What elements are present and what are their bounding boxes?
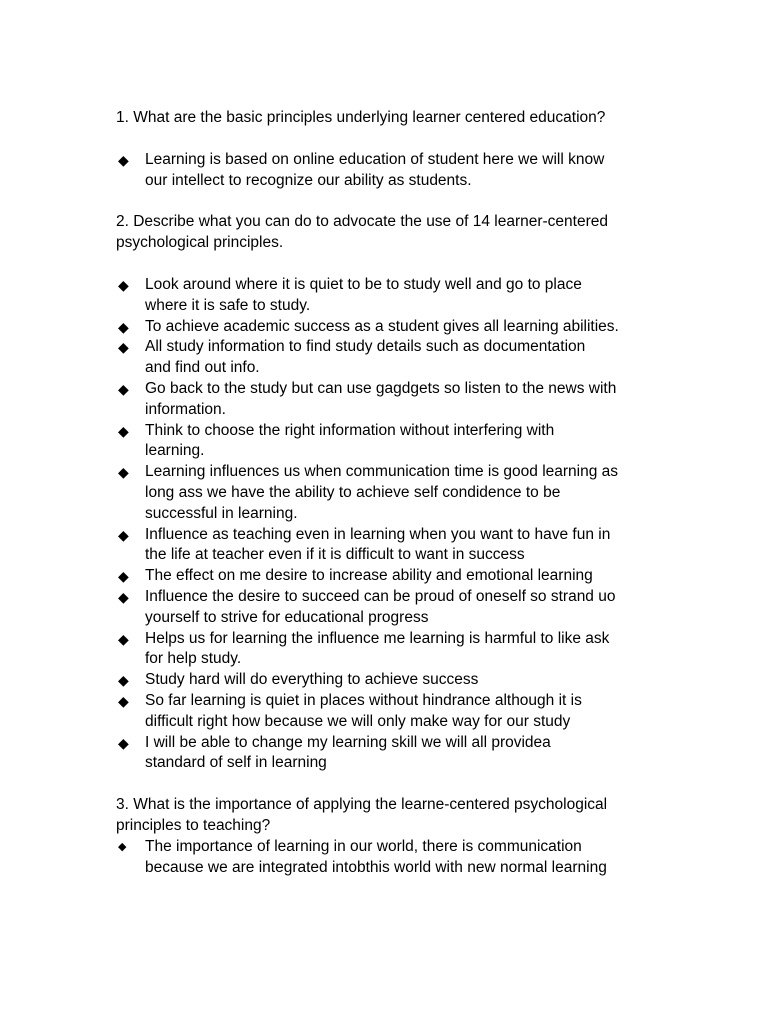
document-content — [116, 108, 676, 878]
list-item-line: learning. — [145, 442, 205, 460]
diamond-bullet-icon: ◆ — [118, 464, 129, 481]
list-item-line: To achieve academic success as a student gives all learning abilities. — [145, 317, 619, 335]
list-item — [116, 837, 676, 879]
diamond-bullet-icon: ◆ — [118, 339, 129, 356]
list-item — [116, 379, 676, 421]
list-item — [116, 317, 676, 338]
question-1: 1. What are the basic principles underlying learner centered education? — [116, 109, 606, 126]
diamond-bullet-icon: ◆ — [118, 692, 129, 709]
list-item-line: standard of self in learning — [145, 754, 327, 772]
list-item-line: yourself to strive for educational progress — [145, 608, 429, 626]
list-item — [116, 525, 676, 567]
question-3 — [116, 795, 676, 837]
diamond-bullet-icon: ◆ — [118, 568, 129, 585]
list-item-line: I will be able to change my learning skill we will all providea — [145, 733, 551, 751]
list-item — [116, 629, 676, 671]
list-item-line: and find out info. — [145, 359, 260, 377]
list-item-line: The importance of learning in our world, there is communication — [145, 837, 582, 855]
list-item — [116, 421, 676, 463]
list-item-line: Look around where it is quiet to be to study well and go to place — [145, 275, 582, 293]
diamond-bullet-icon: ◆ — [118, 380, 129, 397]
list-item-line: the life at teacher even if it is difficult to want in success — [145, 546, 525, 564]
list-item — [116, 462, 676, 524]
list-item-line: Learning influences us when communication time is good learning as — [145, 463, 619, 481]
list-item — [116, 337, 676, 379]
list-item-line: information. — [145, 400, 226, 418]
answer-list-3 — [116, 837, 676, 879]
diamond-bullet-icon: ◆ — [118, 318, 129, 335]
spacer — [116, 774, 676, 795]
list-item-line: Helps us for learning the influence me learning is harmful to like ask — [145, 629, 610, 647]
diamond-bullet-icon: ◆ — [118, 672, 129, 689]
spacer — [116, 191, 676, 212]
diamond-bullet-icon: ◆ — [118, 422, 129, 439]
list-item-line: So far learning is quiet in places without hindrance although it is — [145, 691, 582, 709]
diamond-bullet-icon: ◆ — [118, 276, 129, 293]
list-item-line: long ass we have the ability to achieve self condidence to be — [145, 483, 561, 501]
list-item — [116, 566, 676, 587]
list-item-line: The effect on me desire to increase ability and emotional learning — [145, 567, 593, 585]
diamond-bullet-icon: ◆ — [118, 588, 129, 605]
list-item-line: because we are integrated intobthis world with new normal learning — [145, 858, 607, 876]
list-item-line: Go back to the study but can use gagdgets so listen to the news with — [145, 379, 617, 397]
spacer — [116, 254, 676, 275]
list-item-line: successful in learning. — [145, 504, 298, 522]
answer-list-1 — [116, 150, 676, 192]
question-line: principles to teaching? — [116, 816, 271, 834]
diamond-bullet-icon: ◆ — [118, 630, 129, 647]
question-line: 3. What is the importance of applying the learne-centered psychological — [116, 796, 608, 814]
list-item-line: for help study. — [145, 650, 242, 668]
list-item — [116, 733, 676, 775]
list-item-line: Study hard will do everything to achieve success — [145, 671, 479, 689]
diamond-bullet-icon: ◆ — [118, 526, 129, 543]
diamond-bullet-icon: ◆ — [118, 734, 129, 751]
list-item-line: where it is safe to study. — [145, 296, 311, 314]
list-item-line: Influence the desire to succeed can be proud of oneself so strand uo — [145, 587, 616, 605]
question-line: psychological principles. — [116, 234, 284, 252]
list-item-line: difficult right how because we will only make way for our study — [145, 712, 571, 730]
list-item-line: Learning is based on online education of student here we will know — [145, 150, 605, 168]
list-item — [116, 670, 676, 691]
question-2 — [116, 212, 676, 254]
list-item-line: our intellect to recognize our ability as students. — [145, 171, 472, 189]
question-line: 2. Describe what you can do to advocate the use of 14 learner-centered — [116, 213, 608, 231]
list-item — [116, 150, 676, 192]
spacer — [116, 129, 676, 150]
list-item — [116, 691, 676, 733]
diamond-bullet-icon: ◆ — [118, 840, 127, 853]
list-item-line: All study information to find study details such as documentation — [145, 338, 586, 356]
diamond-bullet-icon: ◆ — [118, 151, 129, 168]
answer-list-2 — [116, 275, 676, 774]
list-item — [116, 275, 676, 317]
list-item-line: Influence as teaching even in learning when you want to have fun in — [145, 525, 611, 543]
list-item-line: Think to choose the right information without interfering with — [145, 421, 555, 439]
list-item — [116, 587, 676, 629]
